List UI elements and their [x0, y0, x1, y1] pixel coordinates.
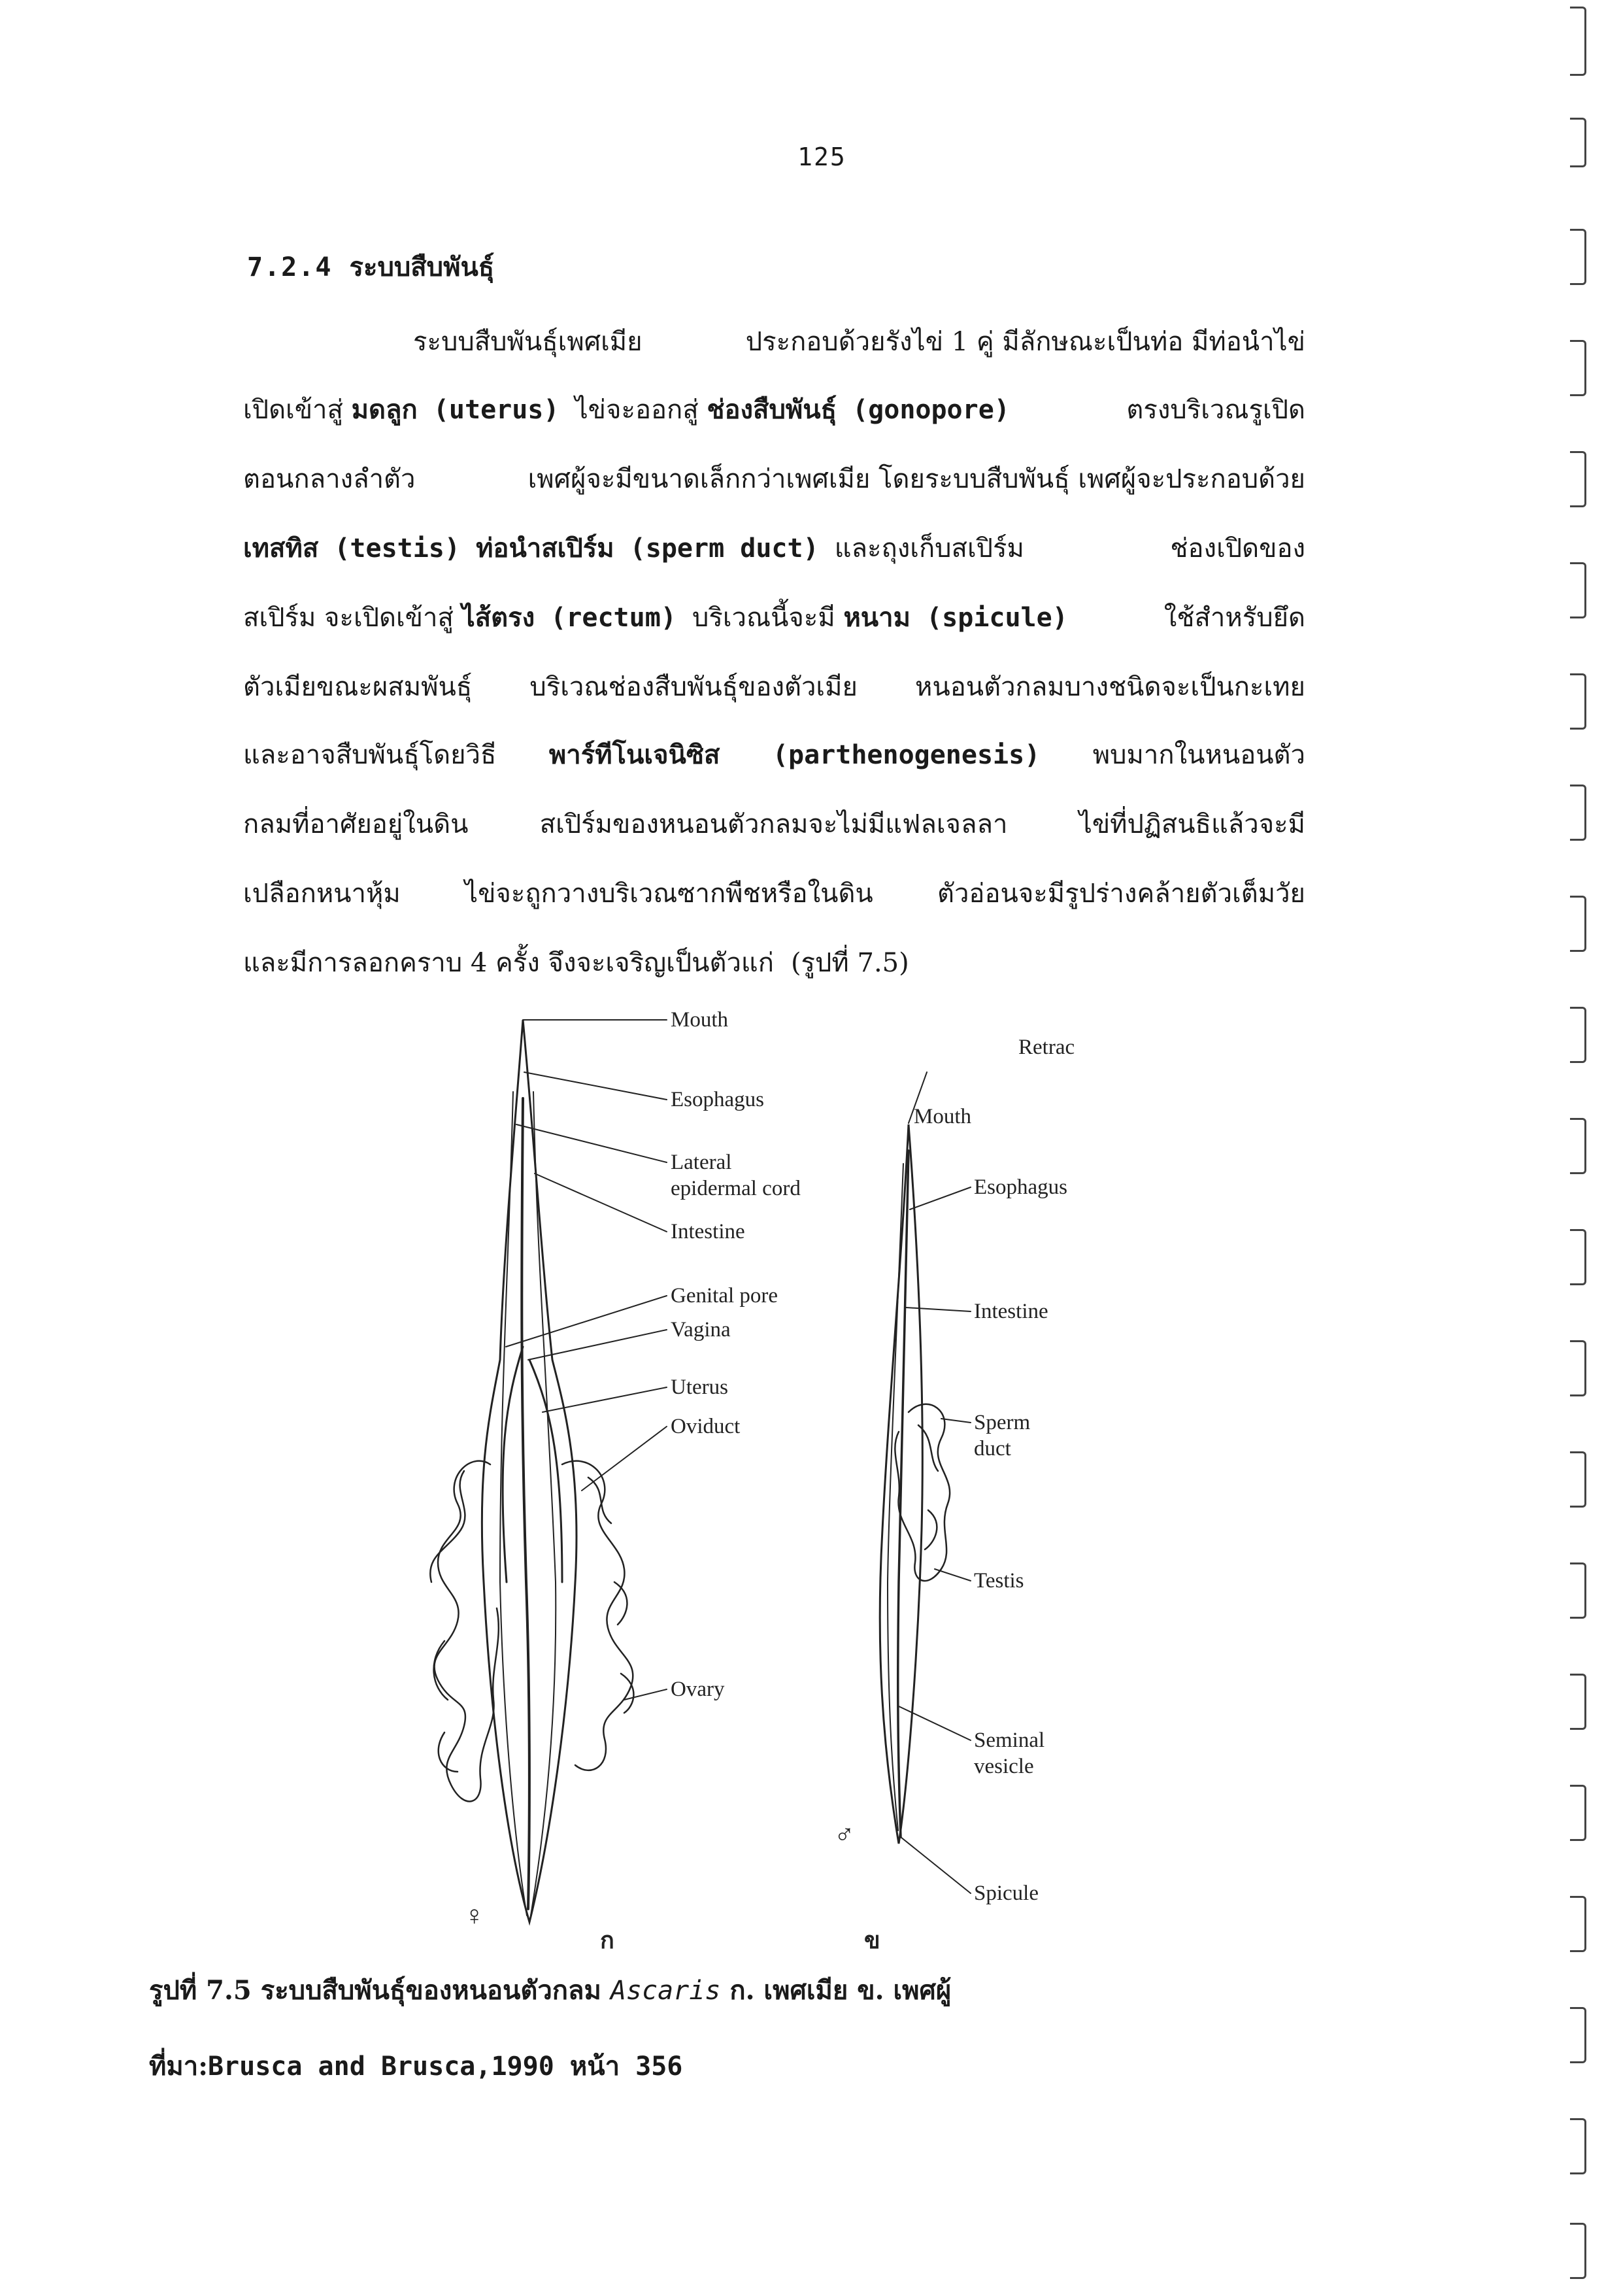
term-thai: มดลูก	[351, 394, 418, 425]
text-run: พบมากในหนอนตัว	[1092, 740, 1305, 770]
label-spicule: Spicule	[974, 1882, 1039, 1905]
leader-line	[899, 1072, 971, 1893]
label-mouth-female: Mouth	[671, 1008, 729, 1032]
text-run: ใช้สำหรับยึด	[1163, 603, 1305, 633]
text-run: เปิดเข้าสู่	[243, 395, 352, 425]
paragraph-line	[243, 872, 1305, 914]
source-label: ที่มา:	[149, 2051, 208, 2082]
scan-margin-mark	[1570, 1896, 1586, 1952]
female-intestine	[522, 1098, 529, 1909]
uterus	[503, 1347, 562, 1582]
term-thai: ท่อนำสเปิร์ม	[476, 533, 614, 564]
label-seminal: Seminal	[974, 1729, 1045, 1752]
section-title: ระบบสืบพันธุ์	[349, 252, 495, 282]
label-mouth-male: Mouth	[914, 1105, 972, 1128]
text-run: และอาจสืบพันธุ์โดยวิธี	[243, 740, 497, 770]
scan-margin-mark	[1570, 229, 1586, 285]
term-english: (parthenogenesis)	[772, 740, 1041, 770]
scan-margin-mark	[1570, 7, 1586, 76]
term-thai: เทสทิส	[243, 533, 319, 564]
paragraph-line	[243, 527, 1305, 569]
caption-text: ระบบสืบพันธุ์ของหนอนตัวกลม	[260, 1975, 601, 2006]
figure-source	[149, 2045, 682, 2087]
text-run: หนอนตัวกลมบางชนิดจะเป็นกะเทย	[915, 672, 1305, 702]
label-retrac: Retrac	[1018, 1036, 1075, 1059]
scan-margin-mark	[1570, 673, 1586, 730]
paragraph-line	[413, 320, 1305, 362]
label-ovary: Ovary	[671, 1678, 725, 1701]
scan-margin-mark	[1570, 1785, 1586, 1841]
caption-label: รูปที่ 7.5	[149, 1975, 252, 2006]
label-genital-pore: Genital pore	[671, 1284, 778, 1308]
scan-margin-mark	[1570, 451, 1586, 507]
paragraph-line	[243, 388, 1305, 430]
term-english: (uterus)	[417, 395, 575, 425]
scan-margin-mark	[1570, 1007, 1586, 1063]
paragraph-line	[243, 458, 1305, 499]
label-sperm: Sperm	[974, 1411, 1031, 1434]
panel-a-label: ก	[600, 1927, 614, 1953]
text-run: ไข่จะถูกวางบริเวณซากพืชหรือในดิน	[464, 879, 873, 909]
label-intestine-male: Intestine	[974, 1300, 1048, 1323]
label-lateral: Lateral	[671, 1151, 732, 1174]
section-number: 7.2.4	[247, 252, 333, 282]
label-oviduct: Oviduct	[671, 1415, 741, 1438]
text-run: บริเวณนี้จะมี	[692, 603, 844, 633]
text-run: ตัวอ่อนจะมีรูปร่างคล้ายตัวเต็มวัย	[937, 879, 1305, 909]
scan-margin-mark	[1570, 1118, 1586, 1174]
section-heading	[247, 246, 494, 288]
caption-rest: ก. เพศเมีย ข. เพศผู้	[729, 1975, 952, 2006]
female-symbol: ♀	[464, 1901, 485, 1931]
label-epidermal-cord: epidermal cord	[671, 1177, 801, 1200]
scan-margin-mark	[1570, 1340, 1586, 1396]
scan-margin-mark	[1570, 340, 1586, 396]
scan-margin-mark	[1570, 2007, 1586, 2063]
term-thai: ช่องสืบพันธุ์	[707, 394, 837, 425]
term-thai: พาร์ทีโนเจนิซิส	[548, 739, 720, 770]
female-lateral-cord	[531, 1092, 556, 1916]
ovary-coil	[588, 1477, 633, 1713]
term-thai: หนาม	[843, 602, 911, 633]
text-run: ช่องเปิดของ	[1170, 533, 1305, 564]
panel-b-label: ข	[864, 1927, 880, 1953]
ascaris-figure	[366, 994, 1137, 1961]
paragraph-line	[243, 734, 1305, 775]
scan-margin-mark	[1570, 896, 1586, 952]
scan-margin-mark	[1570, 1229, 1586, 1285]
scan-margin-mark	[1570, 785, 1586, 841]
paragraph-line	[243, 803, 1305, 845]
paragraph-line	[243, 941, 1305, 983]
label-testis: Testis	[974, 1569, 1024, 1593]
text-run: สเปิร์มของหนอนตัวกลมจะไม่มีแฟลเจลลา	[539, 809, 1008, 839]
text-run: กลมที่อาศัยอยู่ในดิน	[243, 809, 469, 839]
page-number: 125	[797, 143, 846, 171]
label-vagina: Vagina	[671, 1318, 731, 1342]
text-run: ไข่จะออกสู่	[575, 395, 707, 425]
term-english: (gonopore)	[836, 395, 1010, 425]
text-run: (รูปที่ 7.5)	[790, 948, 909, 978]
text-run: เปลือกหนาหุ้ม	[243, 879, 401, 909]
text-run: เพศผู้จะมีขนาดเล็กกว่าเพศเมีย โดยระบบสืบพันธุ์ เพศผู้จะประกอบด้วย	[527, 464, 1305, 494]
caption-genus: Ascaris	[610, 1976, 721, 2006]
text-run	[243, 388, 1010, 430]
label-esophagus-male: Esophagus	[974, 1175, 1067, 1199]
text-run: สเปิร์ม จะเปิดเข้าสู่	[243, 603, 462, 633]
label-intestine-female: Intestine	[671, 1220, 745, 1243]
male-symbol: ♂	[834, 1820, 855, 1850]
text-run: ตอนกลางลำตัว	[243, 464, 416, 494]
term-english: (testis)	[318, 533, 476, 564]
scan-margin-mark	[1570, 2118, 1586, 2174]
paragraph-line	[243, 596, 1305, 638]
label-vesicle: vesicle	[974, 1755, 1034, 1778]
text-run: และมีการลอกคราบ 4 ครั้ง จึงจะเจริญเป็นตัวแก่	[243, 948, 774, 978]
text-run: ประกอบด้วยรังไข่ 1 คู่ มีลักษณะเป็นท่อ มีท่อนำไข่	[745, 327, 1305, 357]
text-run: ระบบสืบพันธุ์เพศเมีย	[413, 327, 643, 357]
text-run	[243, 527, 1024, 569]
scan-margin-mark	[1570, 562, 1586, 618]
scan-margin-mark	[1570, 118, 1586, 167]
source-text: Brusca and Brusca,1990 หน้า 356	[207, 2051, 683, 2082]
scan-margin-mark	[1570, 1562, 1586, 1619]
text-run: และถุงเก็บสเปิร์ม	[834, 533, 1024, 564]
label-duct: duct	[974, 1437, 1011, 1460]
ovary-coil	[434, 1461, 498, 1802]
term-english: (rectum)	[535, 603, 692, 633]
label-uterus: Uterus	[671, 1376, 728, 1399]
leader-line	[506, 1020, 667, 1700]
scan-margin-mark	[1570, 2223, 1586, 2279]
text-run: บริเวณช่องสืบพันธุ์ของตัวเมีย	[529, 672, 858, 702]
term-english: (spicule)	[910, 603, 1068, 633]
figure-caption	[149, 1969, 951, 2011]
text-run	[243, 596, 1068, 638]
label-esophagus-female: Esophagus	[671, 1088, 764, 1111]
text-run: ตัวเมียขณะผสมพันธุ์	[243, 672, 473, 702]
text-run: ไข่ที่ปฏิสนธิแล้วจะมี	[1078, 809, 1305, 839]
text-run: ตรงบริเวณรูเปิด	[1126, 395, 1305, 425]
term-english: (sperm duct)	[614, 533, 835, 564]
scan-margin-mark	[1570, 1451, 1586, 1508]
paragraph-line	[243, 666, 1305, 707]
scan-margin-mark	[1570, 1674, 1586, 1730]
term-thai: ไส้ตรง	[461, 602, 535, 633]
